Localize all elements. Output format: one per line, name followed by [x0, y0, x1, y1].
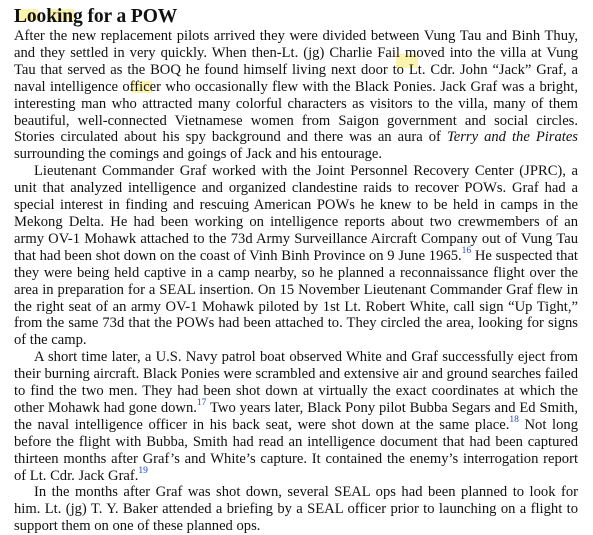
paragraph-1 [14, 28, 578, 163]
paragraph-text: Not long before the flight with Bubba, Smith had read an intelligence document that had been captured thirteen months after Graf’s and White’s capture. It contained the enemy’s interrogation report of Lt. Cdr. Jack Graf. [14, 416, 578, 484]
footnote-ref[interactable]: 18 [509, 414, 519, 425]
paragraph-text: A short time later, a U.S. Navy patrol boat observed White and Graf successfully eject from their burning aircraft. Black Ponies were scrambled and extensive air and ground searches failed to find the two men. They had been shot down at virtually the exact coordinates at which the other Mohawk had gone down. [14, 349, 578, 416]
paragraph-4 [14, 484, 578, 535]
paragraph-3 [14, 349, 578, 484]
footnote-ref[interactable]: 16 [461, 245, 472, 256]
paragraph-2 [14, 163, 578, 349]
footnote-ref[interactable]: 17 [196, 398, 207, 409]
document-page [14, 6, 578, 535]
footnote-ref[interactable]: 19 [138, 465, 148, 476]
italic-title: Terry and the Pirates [446, 129, 578, 146]
section-heading: Looking for a POW [14, 6, 178, 27]
paragraph-text: In the months after Graf was shot down, several SEAL ops had been planned to look for him. Lt. (jg) T. Y. Baker attended a briefing by a SEAL officer prior to launching on a flight to support them on one of these planned ops. [14, 484, 578, 535]
paragraph-text: surrounding the comings and goings of Jack and his entourage. [14, 146, 383, 163]
paragraph-text: Lieutenant Commander Graf worked with the Joint Personnel Recovery Center (JPRC), a unit that analyzed intelligence and organized clandestine raids to recover POWs. Graf had a special interest in finding and rescuing American POWs he knew to be held in camps in the Mekong Delta. He had been working on intelligence reports about two crewmembers of an army OV-1 Mohawk attached to the 73d Army Surveillance Aircraft Company out of Vung Tau that had been shot down on the coast of Vinh Binh Province on 9 June 1965. [14, 163, 578, 264]
paragraph-text: Two years later, Black Pony pilot Bubba Segars and Ed Smith, the naval intelligence officer in his back seat, were shot down at the same place. [14, 399, 578, 433]
paragraph-text: After the new replacement pilots arrived they were divided between Vung Tau and Binh Thuy, and they settled in very quickly. When then-Lt. (jg) Charlie Fail moved into the villa at Vung Tau that served as the BOQ he found himself living next door to Lt. Cdr. John “Jack” Graf, a naval intelligence officer who occasionally flew with the Black Ponies. Jack Graf was a bright, interesting man who attracted many colorful characters as visitors to the villa, many of them beautiful, well-connected Vietnamese women from Saigon government and social circles. Stories circulated about his spy background and there was an aura of [14, 28, 578, 146]
paragraph-text: He suspected that they were being held captive in a camp nearby, so he planned a reconnaissance flight over the area in preparation for a SEAL insertion. On 15 November Lieutenant Commander Graf flew in the right seat of an army OV-1 Mohawk piloted by 1st Lt. Robert White, call sign “Up Tight,” from the same 73d that the POWs had been attached to. They circled the area, looking for signs of the camp. [14, 247, 578, 349]
